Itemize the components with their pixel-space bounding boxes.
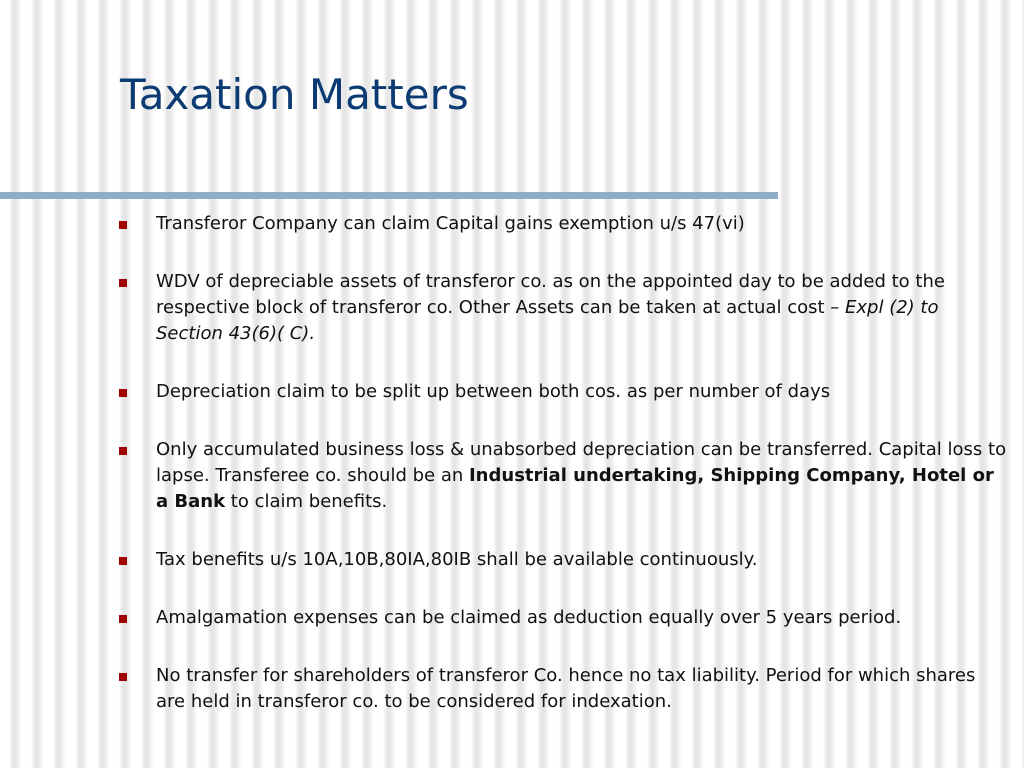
- square-bullet-icon: [119, 279, 127, 287]
- square-bullet-icon: [119, 557, 127, 565]
- bullet-item: [110, 211, 1010, 237]
- bullet-list: [110, 211, 1010, 747]
- square-bullet-icon: [119, 221, 127, 229]
- bullet-item: [110, 437, 1010, 515]
- bullet-text: Depreciation claim to be split up between both cos. as per number of days: [156, 381, 831, 402]
- square-bullet-icon: [119, 389, 127, 397]
- bullet-text: No transfer for shareholders of transferor Co. hence no tax liability. Period for which shares are held in transferor co. to be considered for indexation.: [156, 665, 976, 712]
- bullet-text-bold-emphasis: Industrial undertaking, Shipping Company, Hotel or a Bank: [156, 465, 994, 512]
- bullet-item: [110, 547, 1010, 573]
- square-bullet-icon: [119, 615, 127, 623]
- bullet-item: [110, 663, 1010, 715]
- title-underline-rule: [0, 192, 778, 199]
- bullet-text-regular: WDV of depreciable assets of transferor co. as on the appointed day to be added to the respective block of transferor co. Other Assets can be taken at actual cost –: [156, 271, 945, 318]
- bullet-text: [156, 271, 945, 344]
- bullet-item: [110, 269, 1010, 347]
- bullet-item: [110, 605, 1010, 631]
- bullet-text: Tax benefits u/s 10A,10B,80IA,80IB shall be available continuously.: [156, 549, 758, 570]
- bullet-text-regular-tail: to claim benefits.: [225, 491, 388, 512]
- bullet-text: [156, 439, 1006, 512]
- bullet-text: Amalgamation expenses can be claimed as deduction equally over 5 years period.: [156, 607, 902, 628]
- bullet-text-italic-reference: Expl (2) to Section 43(6)( C).: [156, 297, 939, 344]
- slide-title: Taxation Matters: [120, 70, 469, 119]
- square-bullet-icon: [119, 447, 127, 455]
- bullet-item: [110, 379, 1010, 405]
- bullet-text-regular: Only accumulated business loss & unabsorbed depreciation can be transferred. Capital loss to lapse. Transferee co. should be an: [156, 439, 1007, 486]
- square-bullet-icon: [119, 673, 127, 681]
- bullet-text: Transferor Company can claim Capital gains exemption u/s 47(vi): [156, 213, 745, 234]
